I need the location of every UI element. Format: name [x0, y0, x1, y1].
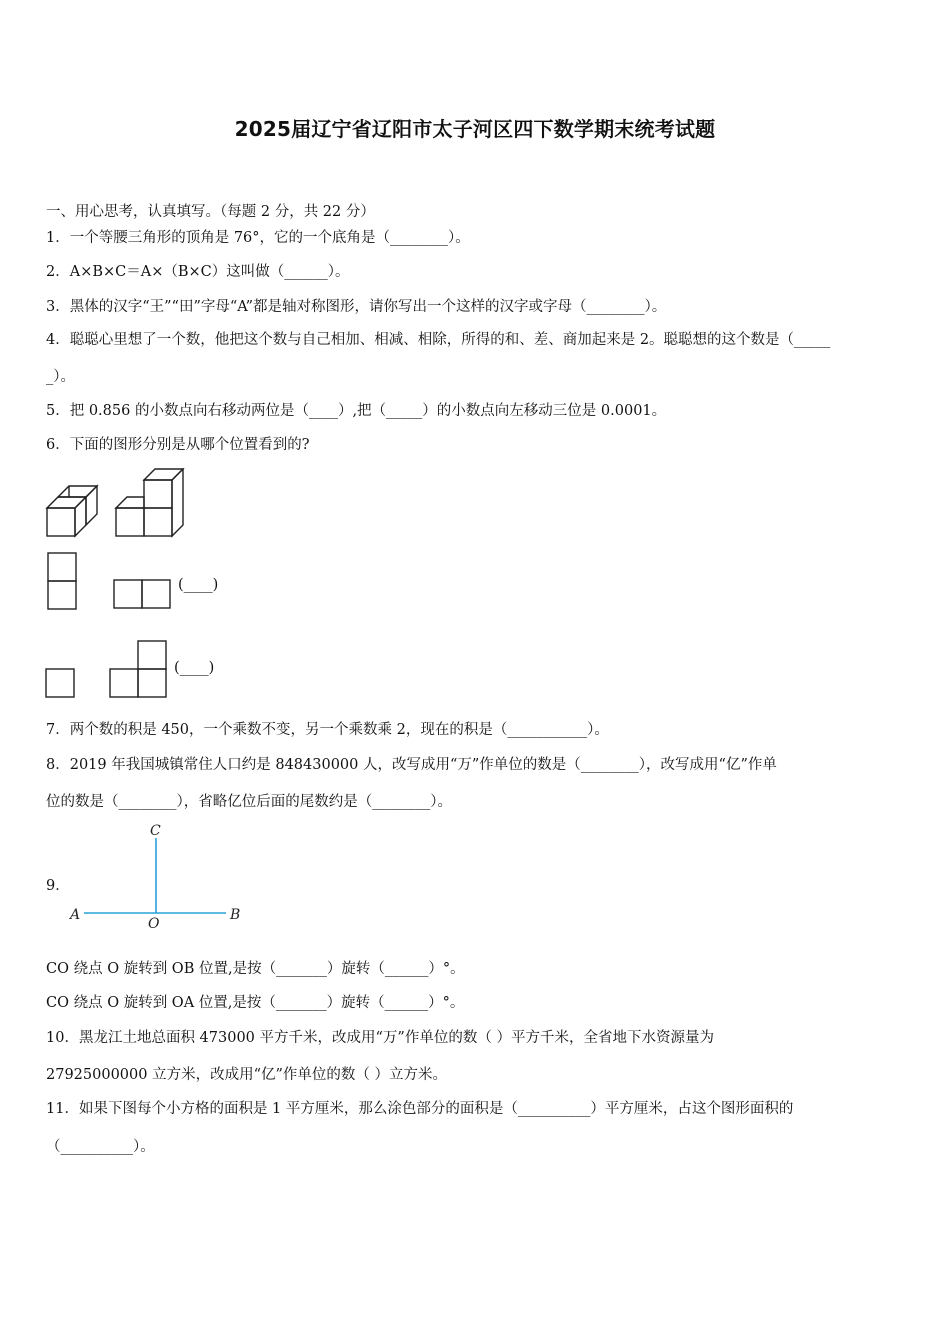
question-3: 3．黑体的汉字“王”“田”字母“A”都是轴对称图形，请你写出一个这样的汉字或字母（________）。: [46, 299, 667, 315]
question-4-line-2: _）。: [46, 369, 75, 385]
question-6: 6．下面的图形分别是从哪个位置看到的?: [46, 437, 310, 453]
label-c: C: [150, 823, 161, 839]
page-title: 2025届辽宁省辽阳市太子河区四下数学期末统考试题: [234, 117, 716, 141]
question-1: 1．一个等腰三角形的顶角是 76°，它的一个底角是（________）。: [46, 230, 470, 246]
view-figure-2a: [43, 666, 79, 702]
answer-blank-view-1[interactable]: (____): [178, 577, 219, 593]
question-11-line-2: （__________）。: [46, 1139, 155, 1155]
question-9-part-2: CO 绕点 O 旋转到 OA 位置,是按（_______）旋转（______）°。: [46, 995, 465, 1011]
view-figure-1b: [111, 576, 175, 612]
question-11-line-1: 11．如果下图每个小方格的面积是 1 平方厘米，那么涂色部分的面积是（__________）平方厘米，占这个图形面积的: [46, 1101, 794, 1117]
question-10-line-1: 10．黑龙江土地总面积 473000 平方千米，改成用“万”作单位的数（ ）平方千米，全省地下水资源量为: [46, 1030, 714, 1046]
angle-diagram: [64, 820, 254, 935]
question-9-number: 9．: [46, 878, 70, 894]
question-4-line-1: 4．聪聪心里想了一个数，他把这个数与自己相加、相减、相除，所得的和、差、商加起来是 2。聪聪想的这个数是（_____: [46, 332, 831, 348]
question-9-part-1: CO 绕点 O 旋转到 OB 位置,是按（_______）旋转（______）°。: [46, 961, 465, 977]
label-o: O: [148, 916, 160, 932]
section-heading: 一、用心思考，认真填写。（每题 2 分，共 22 分）: [46, 204, 375, 220]
question-5: 5．把 0.856 的小数点向右移动两位是（____）,把（_____）的小数点向左移动三位是 0.0001。: [46, 403, 667, 419]
cube-figure-3d-left: [44, 468, 104, 540]
question-10-line-2: 27925000000 立方米，改成用“亿”作单位的数（ ）立方米。: [46, 1067, 448, 1083]
view-figure-1a: [44, 550, 80, 612]
question-7: 7．两个数的积是 450，一个乘数不变，另一个乘数乘 2，现在的积是（___________）。: [46, 722, 609, 738]
question-8-line-1: 8．2019 年我国城镇常住人口约是 848430000 人，改写成用“万”作单位的数是（________），改写成用“亿”作单: [46, 757, 777, 773]
question-2: 2．A×B×C＝A×（B×C）这叫做（______）。: [46, 264, 350, 280]
label-a: A: [70, 907, 81, 923]
view-figure-2b: [107, 638, 171, 702]
answer-blank-view-2[interactable]: (____): [174, 660, 215, 676]
question-8-line-2: 位的数是（________），省略亿位后面的尾数约是（________）。: [46, 794, 452, 810]
label-b: B: [230, 907, 241, 923]
cube-figure-3d-right: [112, 468, 188, 540]
